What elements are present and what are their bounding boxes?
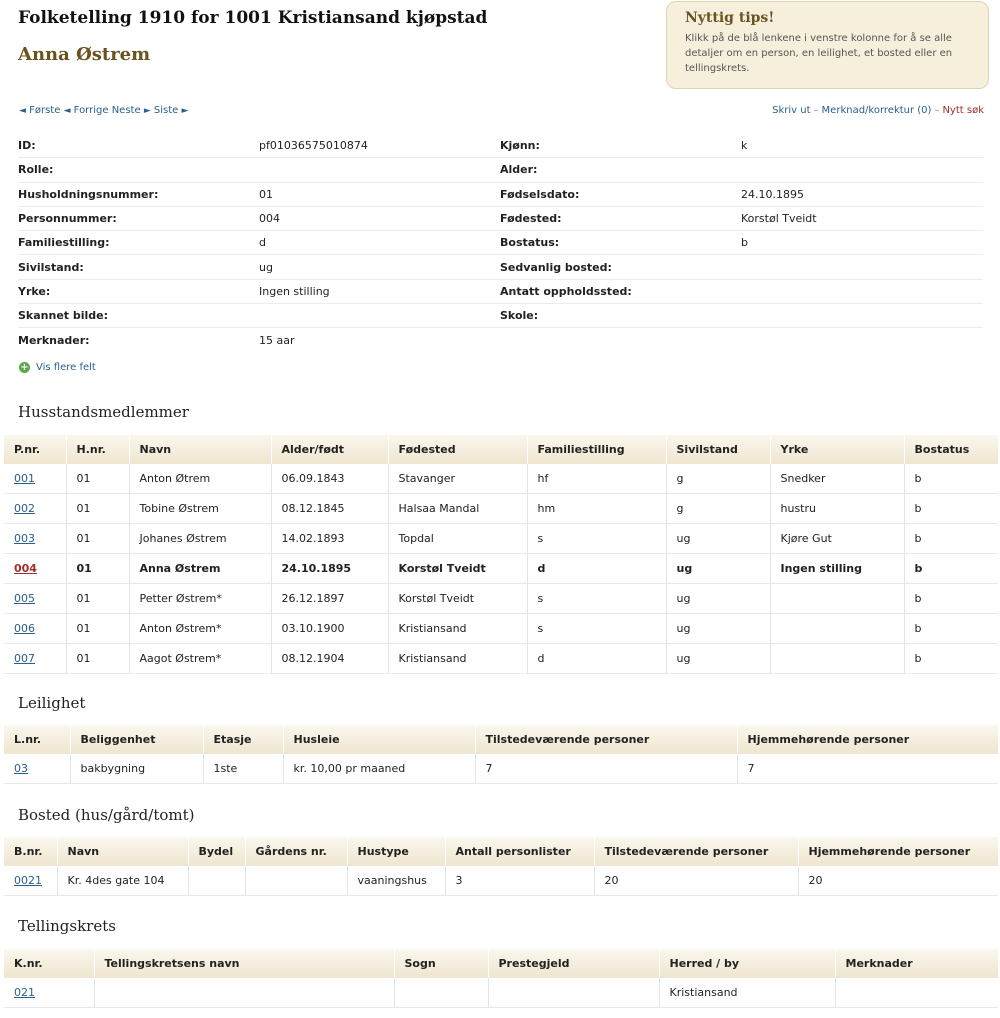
table-cell: Anna Østrem (129, 554, 271, 584)
table-cell: hm (527, 494, 666, 524)
district-column-header: Sogn (394, 949, 488, 978)
page-title: Folketelling 1910 for 1001 Kristiansand kjøpstad (18, 8, 488, 28)
table-cell: 14.02.1893 (271, 524, 388, 554)
print-link[interactable]: Skriv ut (772, 105, 811, 116)
apartment-table (4, 725, 998, 784)
table-cell (770, 614, 904, 644)
table-row (4, 614, 998, 644)
person-column-header: Bostatus (904, 435, 998, 464)
detail-label: Fødselsdato: (500, 183, 741, 207)
table-cell: 08.12.1904 (271, 644, 388, 674)
apartment-column-header: L.nr. (4, 725, 70, 754)
table-cell: Petter Østrem* (129, 584, 271, 614)
person-column-header: H.nr. (66, 435, 129, 464)
detail-label: Sivilstand: (18, 255, 259, 279)
table-row (4, 554, 998, 584)
detail-label: Skannet bilde: (18, 304, 259, 328)
plus-icon: + (20, 362, 29, 373)
show-more-fields-label: Vis flere felt (36, 362, 96, 373)
residence-column-header: Gårdens nr. (245, 837, 347, 866)
district-table (4, 949, 998, 1008)
detail-label (500, 328, 741, 352)
detail-value: d (259, 231, 500, 255)
detail-value: 004 (259, 207, 500, 231)
table-cell (4, 754, 70, 784)
person-column-header: Fødested (388, 435, 527, 464)
district-link[interactable]: 021 (14, 986, 35, 999)
table-cell: ug (666, 644, 770, 674)
table-row (4, 866, 998, 896)
tips-box (666, 1, 989, 89)
prev-link[interactable]: Forrige (73, 105, 109, 116)
detail-label: Yrke: (18, 280, 259, 304)
table-cell: Kr. 4des gate 104 (57, 866, 188, 896)
table-cell: ug (666, 584, 770, 614)
table-cell (835, 978, 998, 1008)
detail-value: Ingen stilling (259, 280, 500, 304)
table-cell: 20 (594, 866, 798, 896)
tips-text: Klikk på de blå lenkene i venstre kolonne for å se alle detaljer om en person, en leilighet, et bosted eller en tellingskrets. (685, 33, 953, 74)
show-more-fields-link[interactable] (19, 362, 96, 373)
table-cell: 08.12.1845 (271, 494, 388, 524)
table-cell: ug (666, 614, 770, 644)
table-cell: Kristiansand (388, 614, 527, 644)
table-cell: s (527, 614, 666, 644)
person-column-header: Familiestilling (527, 435, 666, 464)
detail-row (18, 255, 983, 279)
apartment-link[interactable]: 03 (14, 762, 28, 775)
table-cell: bakbygning (70, 754, 203, 784)
table-cell: 7 (475, 754, 737, 784)
detail-value: b (741, 231, 983, 255)
arrow-right-icon: ► (181, 106, 189, 116)
detail-row (18, 183, 983, 207)
detail-value (741, 280, 983, 304)
district-column-header: Merknader (835, 949, 998, 978)
detail-label: Fødested: (500, 207, 741, 231)
table-cell: b (904, 584, 998, 614)
table-cell: hustru (770, 494, 904, 524)
residence-column-header: Bydel (188, 837, 245, 866)
table-cell: d (527, 554, 666, 584)
record-navigation (19, 105, 188, 116)
detail-label: Alder: (500, 158, 741, 182)
table-cell: Stavanger (388, 464, 527, 494)
detail-row (18, 280, 983, 304)
table-cell: ug (666, 524, 770, 554)
apartment-column-header: Etasje (203, 725, 283, 754)
table-cell: Korstøl Tveidt (388, 584, 527, 614)
detail-label: Skole: (500, 304, 741, 328)
table-row (4, 584, 998, 614)
table-cell: Halsaa Mandal (388, 494, 527, 524)
table-cell (4, 524, 66, 554)
table-cell (770, 584, 904, 614)
detail-label: Familiestilling: (18, 231, 259, 255)
person-column-header: Yrke (770, 435, 904, 464)
table-cell: Aagot Østrem* (129, 644, 271, 674)
detail-label: Antatt oppholdssted: (500, 280, 741, 304)
person-link[interactable]: 003 (14, 532, 35, 545)
table-cell: ug (666, 554, 770, 584)
district-column-header: Tellingskretsens navn (94, 949, 394, 978)
apartment-column-header: Beliggenhet (70, 725, 203, 754)
table-cell: Anton Østrem* (129, 614, 271, 644)
table-cell: 01 (66, 524, 129, 554)
detail-value: k (741, 134, 983, 158)
residence-link[interactable]: 0021 (14, 874, 42, 887)
residence-title: Bosted (hus/gård/tomt) (18, 806, 195, 824)
table-row (4, 978, 998, 1008)
table-cell: g (666, 494, 770, 524)
table-cell (488, 978, 659, 1008)
detail-row (18, 304, 983, 328)
residence-column-header: Hjemmehørende personer (798, 837, 998, 866)
detail-label: Merknader: (18, 334, 90, 348)
arrow-right-icon: ► (143, 106, 151, 116)
person-column-header: Alder/født (271, 435, 388, 464)
table-cell: Korstøl Tveidt (388, 554, 527, 584)
detail-label: Bostatus: (500, 231, 741, 255)
table-cell: b (904, 554, 998, 584)
table-row (4, 644, 998, 674)
table-cell: 01 (66, 644, 129, 674)
detail-value: Korstøl Tveidt (741, 207, 983, 231)
table-cell: 7 (737, 754, 998, 784)
arrow-left-icon: ◄ (63, 106, 71, 116)
table-cell: 24.10.1895 (271, 554, 388, 584)
detail-value (259, 158, 500, 182)
district-column-header: Herred / by (659, 949, 835, 978)
table-row (4, 754, 998, 784)
table-cell: s (527, 524, 666, 554)
table-cell (4, 554, 66, 584)
detail-value (741, 304, 983, 328)
person-link[interactable]: 004 (14, 562, 37, 575)
table-cell: b (904, 524, 998, 554)
table-cell (4, 464, 66, 494)
table-cell: 1ste (203, 754, 283, 784)
detail-value (259, 304, 500, 328)
table-cell: Kjøre Gut (770, 524, 904, 554)
table-row (4, 524, 998, 554)
table-cell: Kristiansand (659, 978, 835, 1008)
table-cell: Tobine Østrem (129, 494, 271, 524)
residence-column-header: Hustype (347, 837, 445, 866)
person-link[interactable]: 006 (14, 622, 35, 635)
detail-label: Sedvanlig bosted: (500, 255, 741, 279)
district-column-header: K.nr. (4, 949, 94, 978)
separator: – (934, 105, 940, 116)
table-cell: vaaningshus (347, 866, 445, 896)
table-cell (245, 866, 347, 896)
detail-label: Personnummer: (18, 207, 259, 231)
detail-row (18, 231, 983, 255)
detail-value: ug (259, 255, 500, 279)
residence-column-header: Tilstedeværende personer (594, 837, 798, 866)
detail-value: pf01036575010874 (259, 134, 500, 158)
detail-label: Kjønn: (500, 134, 741, 158)
table-row (4, 494, 998, 524)
detail-row (18, 158, 983, 182)
detail-value (741, 328, 983, 352)
detail-row (18, 134, 983, 158)
table-cell: Topdal (388, 524, 527, 554)
table-cell: b (904, 644, 998, 674)
residence-column-header: Antall personlister (445, 837, 594, 866)
separator: – (813, 105, 819, 116)
table-cell: 01 (66, 494, 129, 524)
table-cell: s (527, 584, 666, 614)
person-column-header: Navn (129, 435, 271, 464)
table-cell (770, 644, 904, 674)
residence-column-header: Navn (57, 837, 188, 866)
detail-label: ID: (18, 134, 259, 158)
table-cell: b (904, 464, 998, 494)
household-title: Husstandsmedlemmer (18, 403, 189, 421)
page-actions (772, 105, 984, 116)
detail-row (18, 328, 983, 352)
table-cell: 20 (798, 866, 998, 896)
apartment-column-header: Husleie (283, 725, 475, 754)
table-cell: d (527, 644, 666, 674)
table-row (4, 464, 998, 494)
table-cell (4, 866, 57, 896)
table-cell: 01 (66, 554, 129, 584)
detail-label: Rolle: (18, 158, 259, 182)
table-cell: Kristiansand (388, 644, 527, 674)
table-cell (4, 584, 66, 614)
person-link[interactable]: 002 (14, 502, 35, 515)
table-cell: g (666, 464, 770, 494)
table-cell: 01 (66, 464, 129, 494)
detail-value: 24.10.1895 (741, 183, 983, 207)
district-title: Tellingskrets (18, 917, 116, 935)
remark-link[interactable]: Merknad/korrektur (0) (821, 105, 932, 116)
apartment-column-header: Tilstedeværende personer (475, 725, 737, 754)
table-cell (4, 978, 94, 1008)
table-cell: kr. 10,00 pr maaned (283, 754, 475, 784)
table-cell: Snedker (770, 464, 904, 494)
table-cell: b (904, 494, 998, 524)
table-cell (4, 614, 66, 644)
table-cell (94, 978, 394, 1008)
table-cell: b (904, 614, 998, 644)
table-cell: 06.09.1843 (271, 464, 388, 494)
detail-value (741, 255, 983, 279)
table-cell (188, 866, 245, 896)
district-column-header: Prestegjeld (488, 949, 659, 978)
person-column-header: Sivilstand (666, 435, 770, 464)
apartment-column-header: Hjemmehørende personer (737, 725, 998, 754)
residence-column-header: B.nr. (4, 837, 57, 866)
table-cell (4, 494, 66, 524)
next-link[interactable]: Neste (111, 105, 141, 116)
person-column-header: P.nr. (4, 435, 66, 464)
new-search-link[interactable]: Nytt søk (942, 105, 984, 116)
table-cell: 01 (66, 584, 129, 614)
table-cell: 03.10.1900 (271, 614, 388, 644)
table-cell (394, 978, 488, 1008)
table-cell: Anton Øtrem (129, 464, 271, 494)
residence-table (4, 837, 998, 896)
detail-row (18, 207, 983, 231)
table-cell: 3 (445, 866, 594, 896)
arrow-left-icon: ◄ (19, 106, 26, 116)
table-cell (4, 644, 66, 674)
person-name: Anna Østrem (18, 44, 151, 65)
table-cell: 26.12.1897 (271, 584, 388, 614)
household-table (4, 435, 998, 674)
person-link[interactable]: 005 (14, 592, 35, 605)
last-link[interactable]: Siste (153, 105, 179, 116)
table-cell: Johanes Østrem (129, 524, 271, 554)
apartment-title: Leilighet (18, 694, 86, 712)
person-details (18, 134, 983, 353)
detail-value (741, 158, 983, 182)
detail-value: 01 (259, 183, 500, 207)
tips-title: Nyttig tips! (685, 10, 775, 26)
table-cell: hf (527, 464, 666, 494)
table-cell: Ingen stilling (770, 554, 904, 584)
first-link[interactable]: Første (29, 105, 61, 116)
person-link[interactable]: 007 (14, 652, 35, 665)
table-cell: 01 (66, 614, 129, 644)
detail-label: Husholdningsnummer: (18, 183, 259, 207)
detail-value: 15 aar (259, 334, 295, 348)
person-link[interactable]: 001 (14, 472, 35, 485)
